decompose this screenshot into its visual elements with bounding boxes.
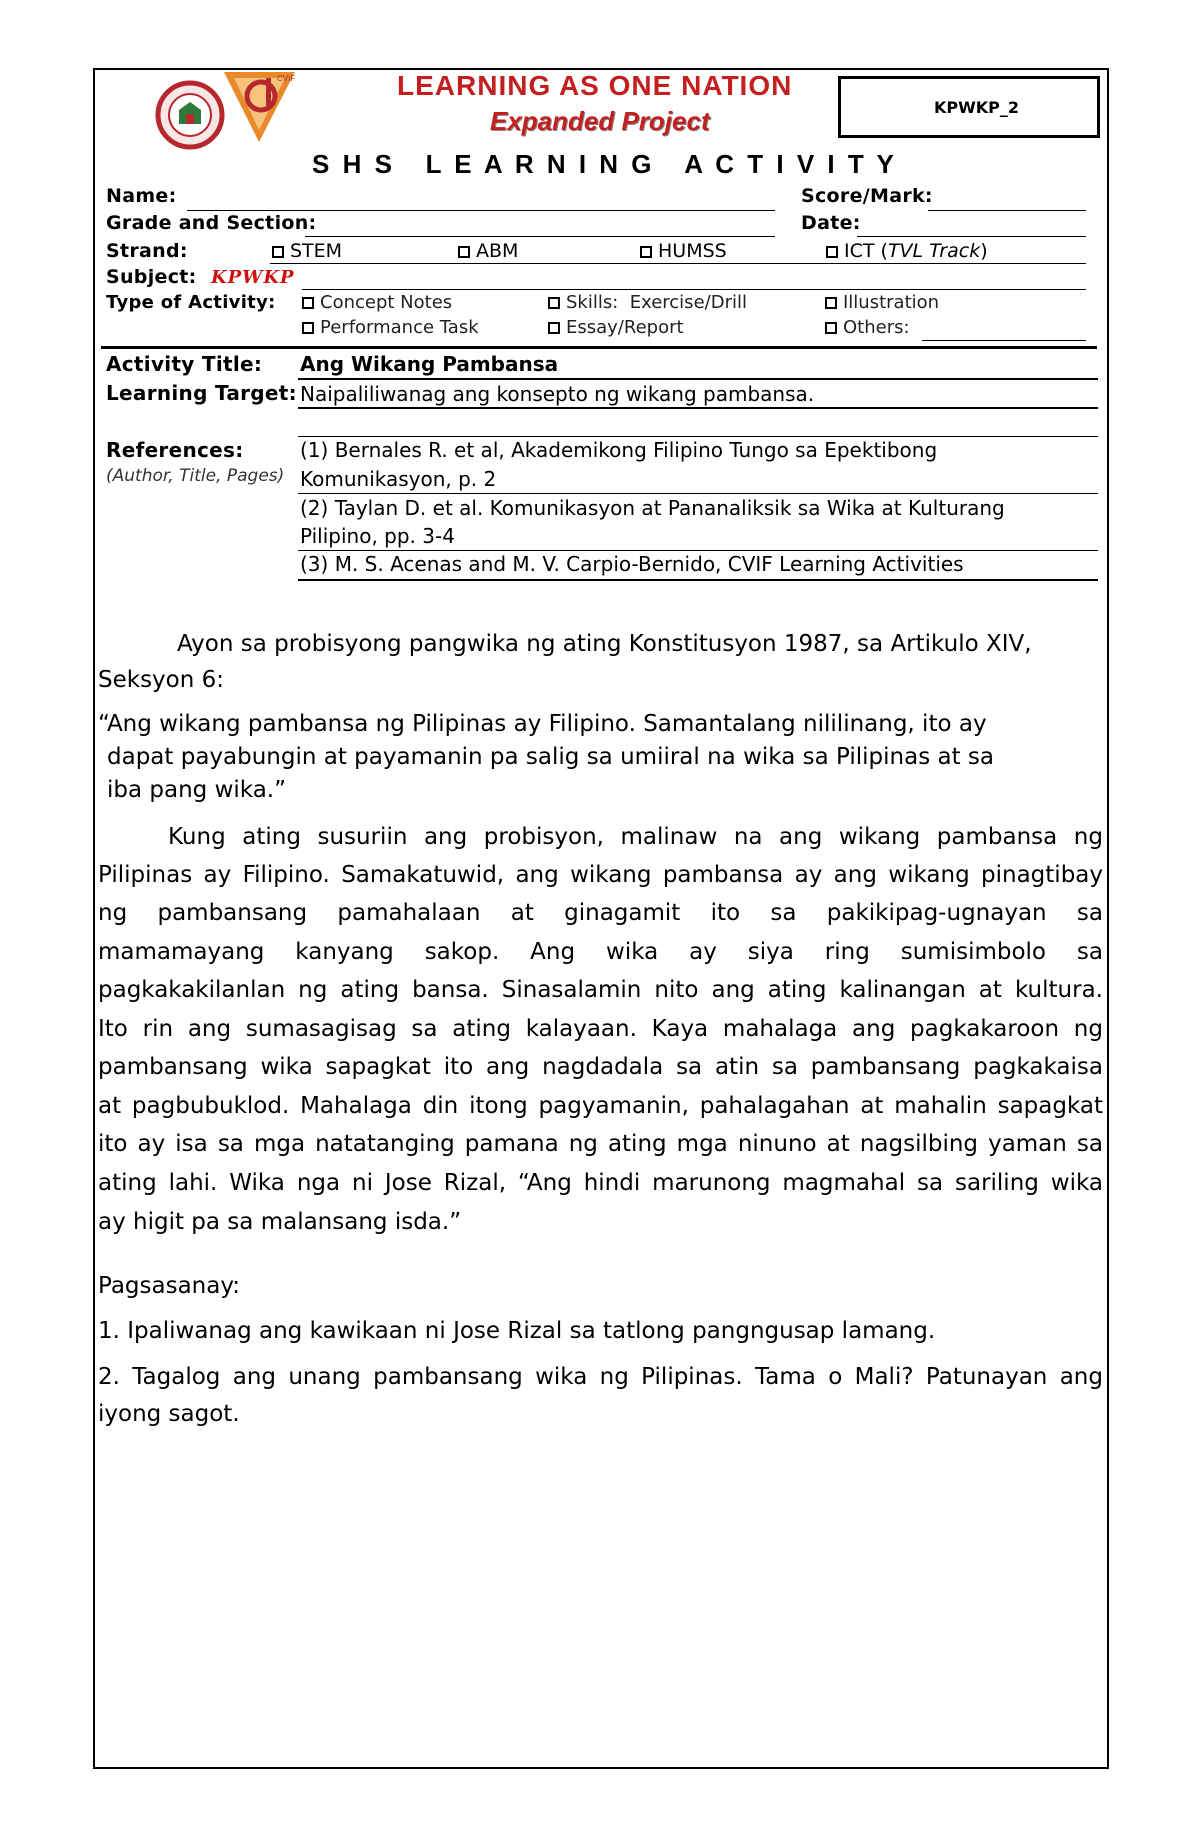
reference-2-line-2: Pilipino, pp. 3-4 [300,524,455,548]
name-label: Name: [106,185,177,207]
paragraph-line-7: pambansang wika sapagkat ito ang nagdadala sa atin sa pambansang pagkakaisa [98,1054,1103,1080]
activity-code: KPWKP_2 [934,98,1020,117]
grade-section-field[interactable] [305,236,775,237]
reference-1-line-2: Komunikasyon, p. 2 [300,467,497,491]
strand-option-abm[interactable]: ABM [458,240,518,262]
reference-3: (3) M. S. Acenas and M. V. Carpio-Bernido, CVIF Learning Activities [300,552,964,576]
paragraph-line-4: mamamayang kanyang sakop. Ang wika ay siya ring sumisimbolo sa [98,939,1103,965]
cvif-logo-text: CVIF [277,74,296,83]
activity-banner: S H S L E A R N I N G A C T I V I T Y [312,149,897,179]
paragraph-line-10: ating lahi. Wika nga ni Jose Rizal, “Ang hindi marunong magmahal sa sariling wika [98,1170,1103,1196]
intro-line-2: Seksyon 6: [98,667,225,693]
paragraph-line-9: ito ay isa sa mga natatanging pamana ng ating mga ninuno at nagsilbing yaman sa [98,1131,1103,1157]
exercise-item-2-line-2: iyong sagot. [98,1401,240,1427]
strand-option-humss[interactable]: HUMSS [640,240,727,262]
type-of-activity-label: Type of Activity: [106,292,276,313]
exercise-item-2-line-1: 2. Tagalog ang unang pambansang wika ng Pilipinas. Tama o Mali? Patunayan ang [98,1364,1103,1390]
type-option-skills-exercise[interactable]: Skills: Exercise/Drill [548,292,747,313]
type-option-others[interactable]: Others: [825,317,910,338]
exercise-item-1: 1. Ipaliwanag ang kawikaan ni Jose Rizal sa tatlong pangngusap lamang. [98,1318,936,1344]
checkbox-icon[interactable] [272,246,284,258]
exercise-heading: Pagsasanay: [98,1273,241,1299]
org-subtitle: Expanded Project [490,106,710,136]
type-option-essay-report[interactable]: Essay/Report [548,317,684,338]
strand-option-ict[interactable]: ICT (TVL Track) [826,240,988,262]
school-seal-logo [155,80,225,150]
date-label: Date: [801,212,861,234]
quote-line-1: “Ang wikang pambansa ng Pilipinas ay Filipino. Samantalang nililinang, ito ay [98,711,987,737]
reference-rule-0 [298,436,1098,437]
subject-label: Subject: [106,266,197,288]
reference-rule-3 [298,579,1098,581]
learning-target-value: Naipaliliwanag ang konsepto ng wikang pambansa. [300,382,815,406]
paragraph-line-5: pagkakakilanlan ng ating bansa. Sinasalamin nito ang ating kalinangan at kultura. [98,977,1103,1003]
learning-target-rule [298,407,1098,409]
checkbox-icon[interactable] [826,246,838,258]
type-option-illustration[interactable]: Illustration [825,292,939,313]
reference-2-line-1: (2) Taylan D. et al. Komunikasyon at Pananaliksik sa Wika at Kulturang [300,496,1005,520]
type-option-performance-task[interactable]: Performance Task [302,317,479,338]
references-hint: (Author, Title, Pages) [106,466,285,486]
activity-title-value: Ang Wikang Pambansa [300,352,559,376]
strand-option-stem[interactable]: STEM [272,240,342,262]
subject-rule [302,289,1086,290]
checkbox-icon[interactable] [825,322,837,334]
intro-line-1: Ayon sa probisyong pangwika ng ating Konstitusyon 1987, sa Artikulo XIV, [177,631,1032,657]
paragraph-line-1: Kung ating susuriin ang probisyon, malinaw na ang wikang pambansa ng [168,824,1103,850]
grade-section-label: Grade and Section: [106,212,317,234]
checkbox-icon[interactable] [548,322,560,334]
others-field[interactable] [922,340,1086,341]
checkbox-icon[interactable] [825,297,837,309]
name-field[interactable] [187,210,775,211]
quote-line-2: dapat payabungin at payamanin pa salig sa umiiral na wika sa Pilipinas at sa [107,744,994,770]
reference-rule-2 [298,550,1098,551]
paragraph-line-6: Ito rin ang sumasagisag sa ating kalayaan. Kaya mahalaga ang pagkakaroon ng [98,1016,1103,1042]
reference-rule-1 [298,493,1098,494]
checkbox-icon[interactable] [302,322,314,334]
score-field[interactable] [928,210,1086,211]
activity-title-rule [298,378,1098,380]
checkbox-icon[interactable] [640,246,652,258]
references-label: References: [106,438,244,462]
checkbox-icon[interactable] [458,246,470,258]
paragraph-line-3: ng pambansang pamahalaan at ginagamit ito sa pakikipag-ugnayan sa [98,900,1103,926]
paragraph-line-8: at pagbubuklod. Mahalaga din itong pagyamanin, pahalagahan at mahalin sapagkat [98,1093,1103,1119]
strand-rule [270,263,1086,264]
date-field[interactable] [857,236,1086,237]
subject-value: KPWKP [211,267,295,288]
activity-title-label: Activity Title: [106,352,263,376]
score-label: Score/Mark: [801,185,933,207]
org-title: LEARNING AS ONE NATION [397,70,793,101]
learning-target-label: Learning Target: [106,381,297,405]
paragraph-line-2: Pilipinas ay Filipino. Samakatuwid, ang wikang pambansa ay ang wikang pinagtibay [98,862,1103,888]
checkbox-icon[interactable] [548,297,560,309]
quote-line-3: iba pang wika.” [107,777,287,803]
cvif-dlp-logo [222,70,297,145]
strand-label: Strand: [106,240,188,262]
reference-1-line-1: (1) Bernales R. et al, Akademikong Filipino Tungo sa Epektibong [300,438,938,462]
paragraph-line-11: ay higit pa sa malansang isda.” [98,1209,462,1235]
section-divider [101,346,1097,349]
checkbox-icon[interactable] [302,297,314,309]
type-option-concept-notes[interactable]: Concept Notes [302,292,452,313]
